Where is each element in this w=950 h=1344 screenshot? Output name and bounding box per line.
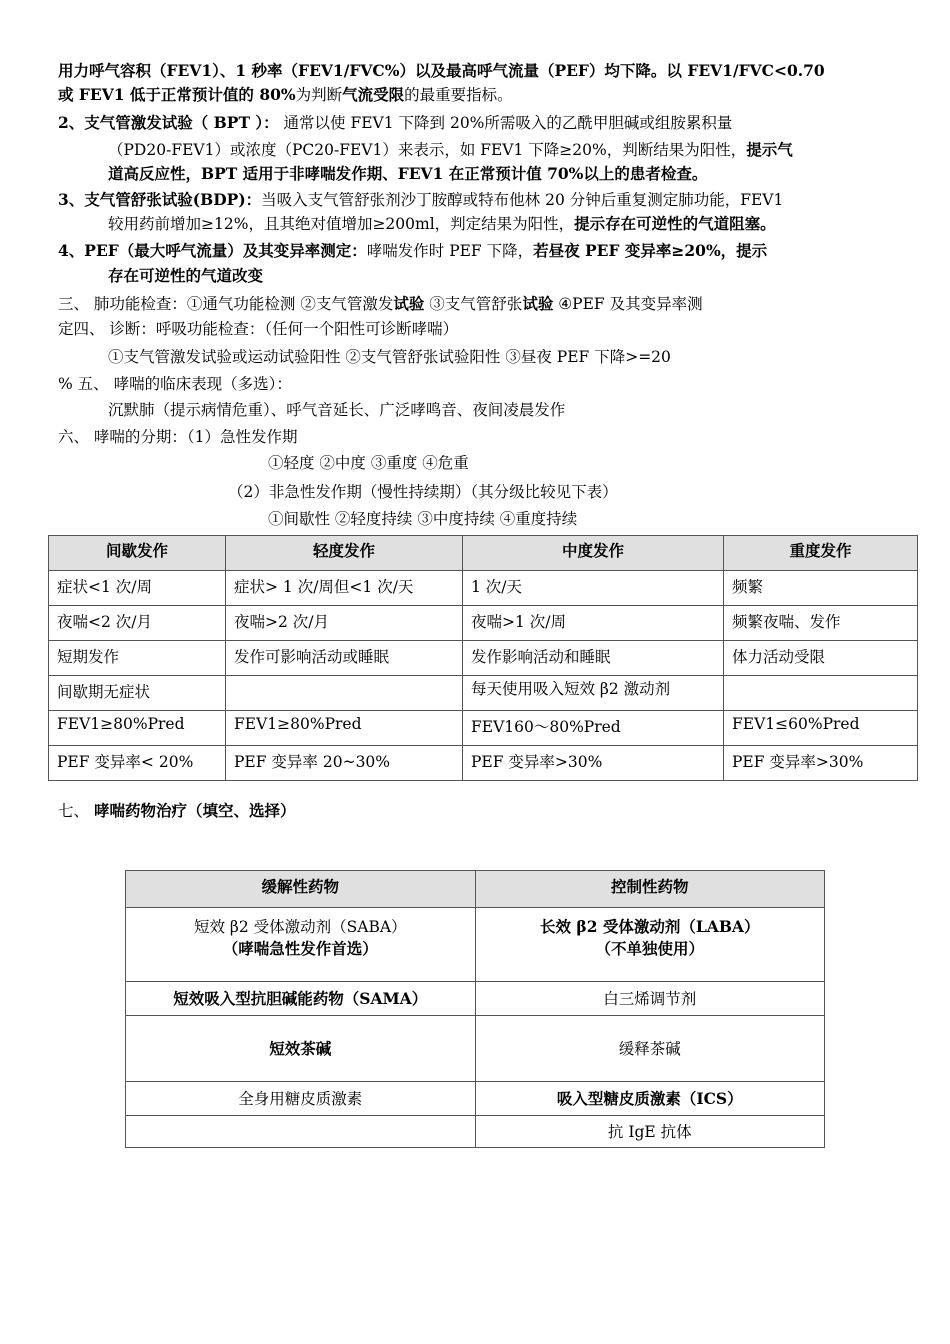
- severity-table: [48, 535, 918, 781]
- text-span: 4、PEF（最大呼气流量）及其变异率测定：: [58, 241, 367, 260]
- text-line-1: 用力呼气容积（FEV1）、1 秒率（FEV1/FVC%）以及最高呼气流量（PEF）均下降。以 FEV1/FVC<0.70: [58, 61, 825, 80]
- table-cell: FEV1≥80%Pred: [226, 711, 463, 746]
- table-cell: 全身用糖皮质激素: [126, 1082, 476, 1116]
- text-span: 的最重要指标。: [404, 86, 513, 104]
- cell-line: 短效 β2 受体激动剂（SABA）: [193, 918, 407, 936]
- table-cell: 短效吸入型抗胆碱能药物（SAMA）: [126, 982, 476, 1016]
- text-line-8: [58, 240, 767, 262]
- table-header-cell: 间歇发作: [49, 536, 226, 571]
- table-row: [49, 676, 918, 711]
- text-span: 当吸入支气管舒张剂沙丁胺醇或特布他林 20 分钟后重复测定肺功能，FEV1: [261, 191, 784, 209]
- table-header-row: [126, 871, 825, 908]
- text-span: 较用药前增加≥12%，且其绝对值增加≥200ml，判定结果为阳性，: [108, 215, 575, 233]
- table-cell: 吸入型糖皮质激素（ICS）: [475, 1082, 825, 1116]
- table-cell: 夜喘>1 次/周: [463, 606, 724, 641]
- table-cell: 白三烯调节剂: [475, 982, 825, 1016]
- table-cell: 夜喘>2 次/月: [226, 606, 463, 641]
- table-cell: 缓释茶碱: [475, 1016, 825, 1082]
- table-cell: 发作影响活动和睡眠: [463, 641, 724, 676]
- text-line-15: 六、 哮喘的分期：（1）急性发作期: [58, 428, 298, 446]
- table-row: [49, 641, 918, 676]
- table-cell: [226, 676, 463, 711]
- text-span: 三、 肺功能检查：①通气功能检测 ②支气管激发: [58, 295, 394, 313]
- text-span: ④PEF 及其变异率测: [553, 295, 703, 313]
- table-cell: FEV1≥80%Pred: [49, 711, 226, 746]
- table-header-cell: 中度发作: [463, 536, 724, 571]
- text-span: 提示气: [746, 140, 793, 159]
- text-line-18: ①间歇性 ②轻度持续 ③中度持续 ④重度持续: [268, 510, 578, 528]
- table-cell: PEF 变异率>30%: [724, 746, 918, 781]
- text-span: 3、支气管舒张试验(BDP)：: [58, 190, 262, 209]
- table-row: [126, 1016, 825, 1082]
- table-cell: 短期发作: [49, 641, 226, 676]
- text-span: 通常以使 FEV1 下降到 20%所需吸入的乙酰甲胆碱或组胺累积量: [278, 114, 733, 132]
- table-cell: 症状<1 次/周: [49, 571, 226, 606]
- table-cell: [126, 1116, 476, 1148]
- table-cell: 频繁夜喘、发作: [724, 606, 918, 641]
- table-cell: PEF 变异率< 20%: [49, 746, 226, 781]
- table-cell: 体力活动受限: [724, 641, 918, 676]
- text-span: 若昼夜 PEF 变异率≥20%，提示: [533, 241, 768, 260]
- table-header-cell: 缓解性药物: [126, 871, 476, 908]
- cell-line: 长效 β2 受体激动剂（LABA）: [540, 917, 760, 936]
- text-span: 或 FEV1 低于正常预计值的 80%: [58, 85, 296, 104]
- text-span: 提示存在可逆性的气道阻塞。: [574, 214, 776, 233]
- text-line-17: （2）非急性发作期（慢性持续期）（其分级比较见下表）: [228, 483, 618, 501]
- table-cell: [724, 676, 918, 711]
- table-cell: 发作可影响活动或睡眠: [226, 641, 463, 676]
- table-cell: [126, 908, 476, 982]
- cell-line: （不单独使用）: [595, 939, 704, 958]
- table-cell: 抗 IgE 抗体: [475, 1116, 825, 1148]
- table-cell: 1 次/天: [463, 571, 724, 606]
- cell-line: （哮喘急性发作首选）: [222, 939, 378, 958]
- table-cell: 频繁: [724, 571, 918, 606]
- table-cell: 每天使用吸入短效 β2 激动剂: [463, 676, 724, 711]
- text-span: ③支气管舒张: [424, 295, 523, 313]
- text-line-7: [108, 213, 776, 235]
- text-span: 试验: [393, 294, 425, 313]
- text-span: 为判断: [295, 86, 343, 104]
- table-row: [126, 908, 825, 982]
- text-line-19: [58, 800, 295, 822]
- text-span: 哮喘药物治疗（填空、选择）: [93, 801, 296, 820]
- text-line-4: [108, 139, 793, 161]
- table-cell: FEV160～80%Pred: [463, 711, 724, 746]
- text-line-11: 定四、 诊断：呼吸功能检查：（任何一个阳性可诊断哮喘）: [58, 320, 459, 338]
- table-row: [126, 1116, 825, 1148]
- text-line-6: [58, 189, 783, 211]
- table-header-cell: 控制性药物: [475, 871, 825, 908]
- text-span: 气流受限: [342, 85, 405, 104]
- text-line-12: ①支气管激发试验或运动试验阳性 ②支气管舒张试验阳性 ③昼夜 PEF 下降>=20: [108, 348, 671, 366]
- table-row: [126, 982, 825, 1016]
- table-cell: PEF 变异率>30%: [463, 746, 724, 781]
- table-header-cell: 重度发作: [724, 536, 918, 571]
- table-cell: [475, 908, 825, 982]
- table-cell: PEF 变异率 20~30%: [226, 746, 463, 781]
- text-span: 2、支气管激发试验（ BPT ）：: [58, 113, 279, 132]
- table-row: [49, 571, 918, 606]
- text-line-10: [58, 293, 703, 315]
- text-line-9: 存在可逆性的气道改变: [108, 266, 264, 285]
- table-cell: 症状> 1 次/周但<1 次/天: [226, 571, 463, 606]
- text-line-5: 道高反应性，BPT 适用于非哮喘发作期、FEV1 在正常预计值 70%以上的患者检查。: [108, 164, 708, 183]
- table-row: [49, 711, 918, 746]
- text-span: 七、: [58, 802, 94, 820]
- table-cell: 间歇期无症状: [49, 676, 226, 711]
- table-row: [49, 606, 918, 641]
- text-span: 试验: [522, 294, 554, 313]
- text-line-16: ①轻度 ②中度 ③重度 ④危重: [268, 454, 469, 472]
- text-line-13: % 五、 哮喘的临床表现（多选）：: [58, 375, 292, 393]
- table-cell: 短效茶碱: [126, 1016, 476, 1082]
- text-line-3: [58, 112, 732, 134]
- text-span: 哮喘发作时 PEF 下降，: [366, 242, 534, 260]
- drug-table: [125, 870, 825, 1148]
- table-header-row: [49, 536, 918, 571]
- table-header-cell: 轻度发作: [226, 536, 463, 571]
- text-line-2: [58, 84, 513, 106]
- text-line-14: 沉默肺（提示病情危重）、呼气音延长、广泛哮鸣音、夜间凌晨发作: [108, 401, 566, 419]
- table-row: [126, 1082, 825, 1116]
- table-cell: 夜喘<2 次/月: [49, 606, 226, 641]
- table-row: [49, 746, 918, 781]
- table-cell: FEV1≤60%Pred: [724, 711, 918, 746]
- text-span: （PD20-FEV1）或浓度（PC20-FEV1）来表示，如 FEV1 下降≥20%，判断结果为阳性，: [108, 141, 747, 159]
